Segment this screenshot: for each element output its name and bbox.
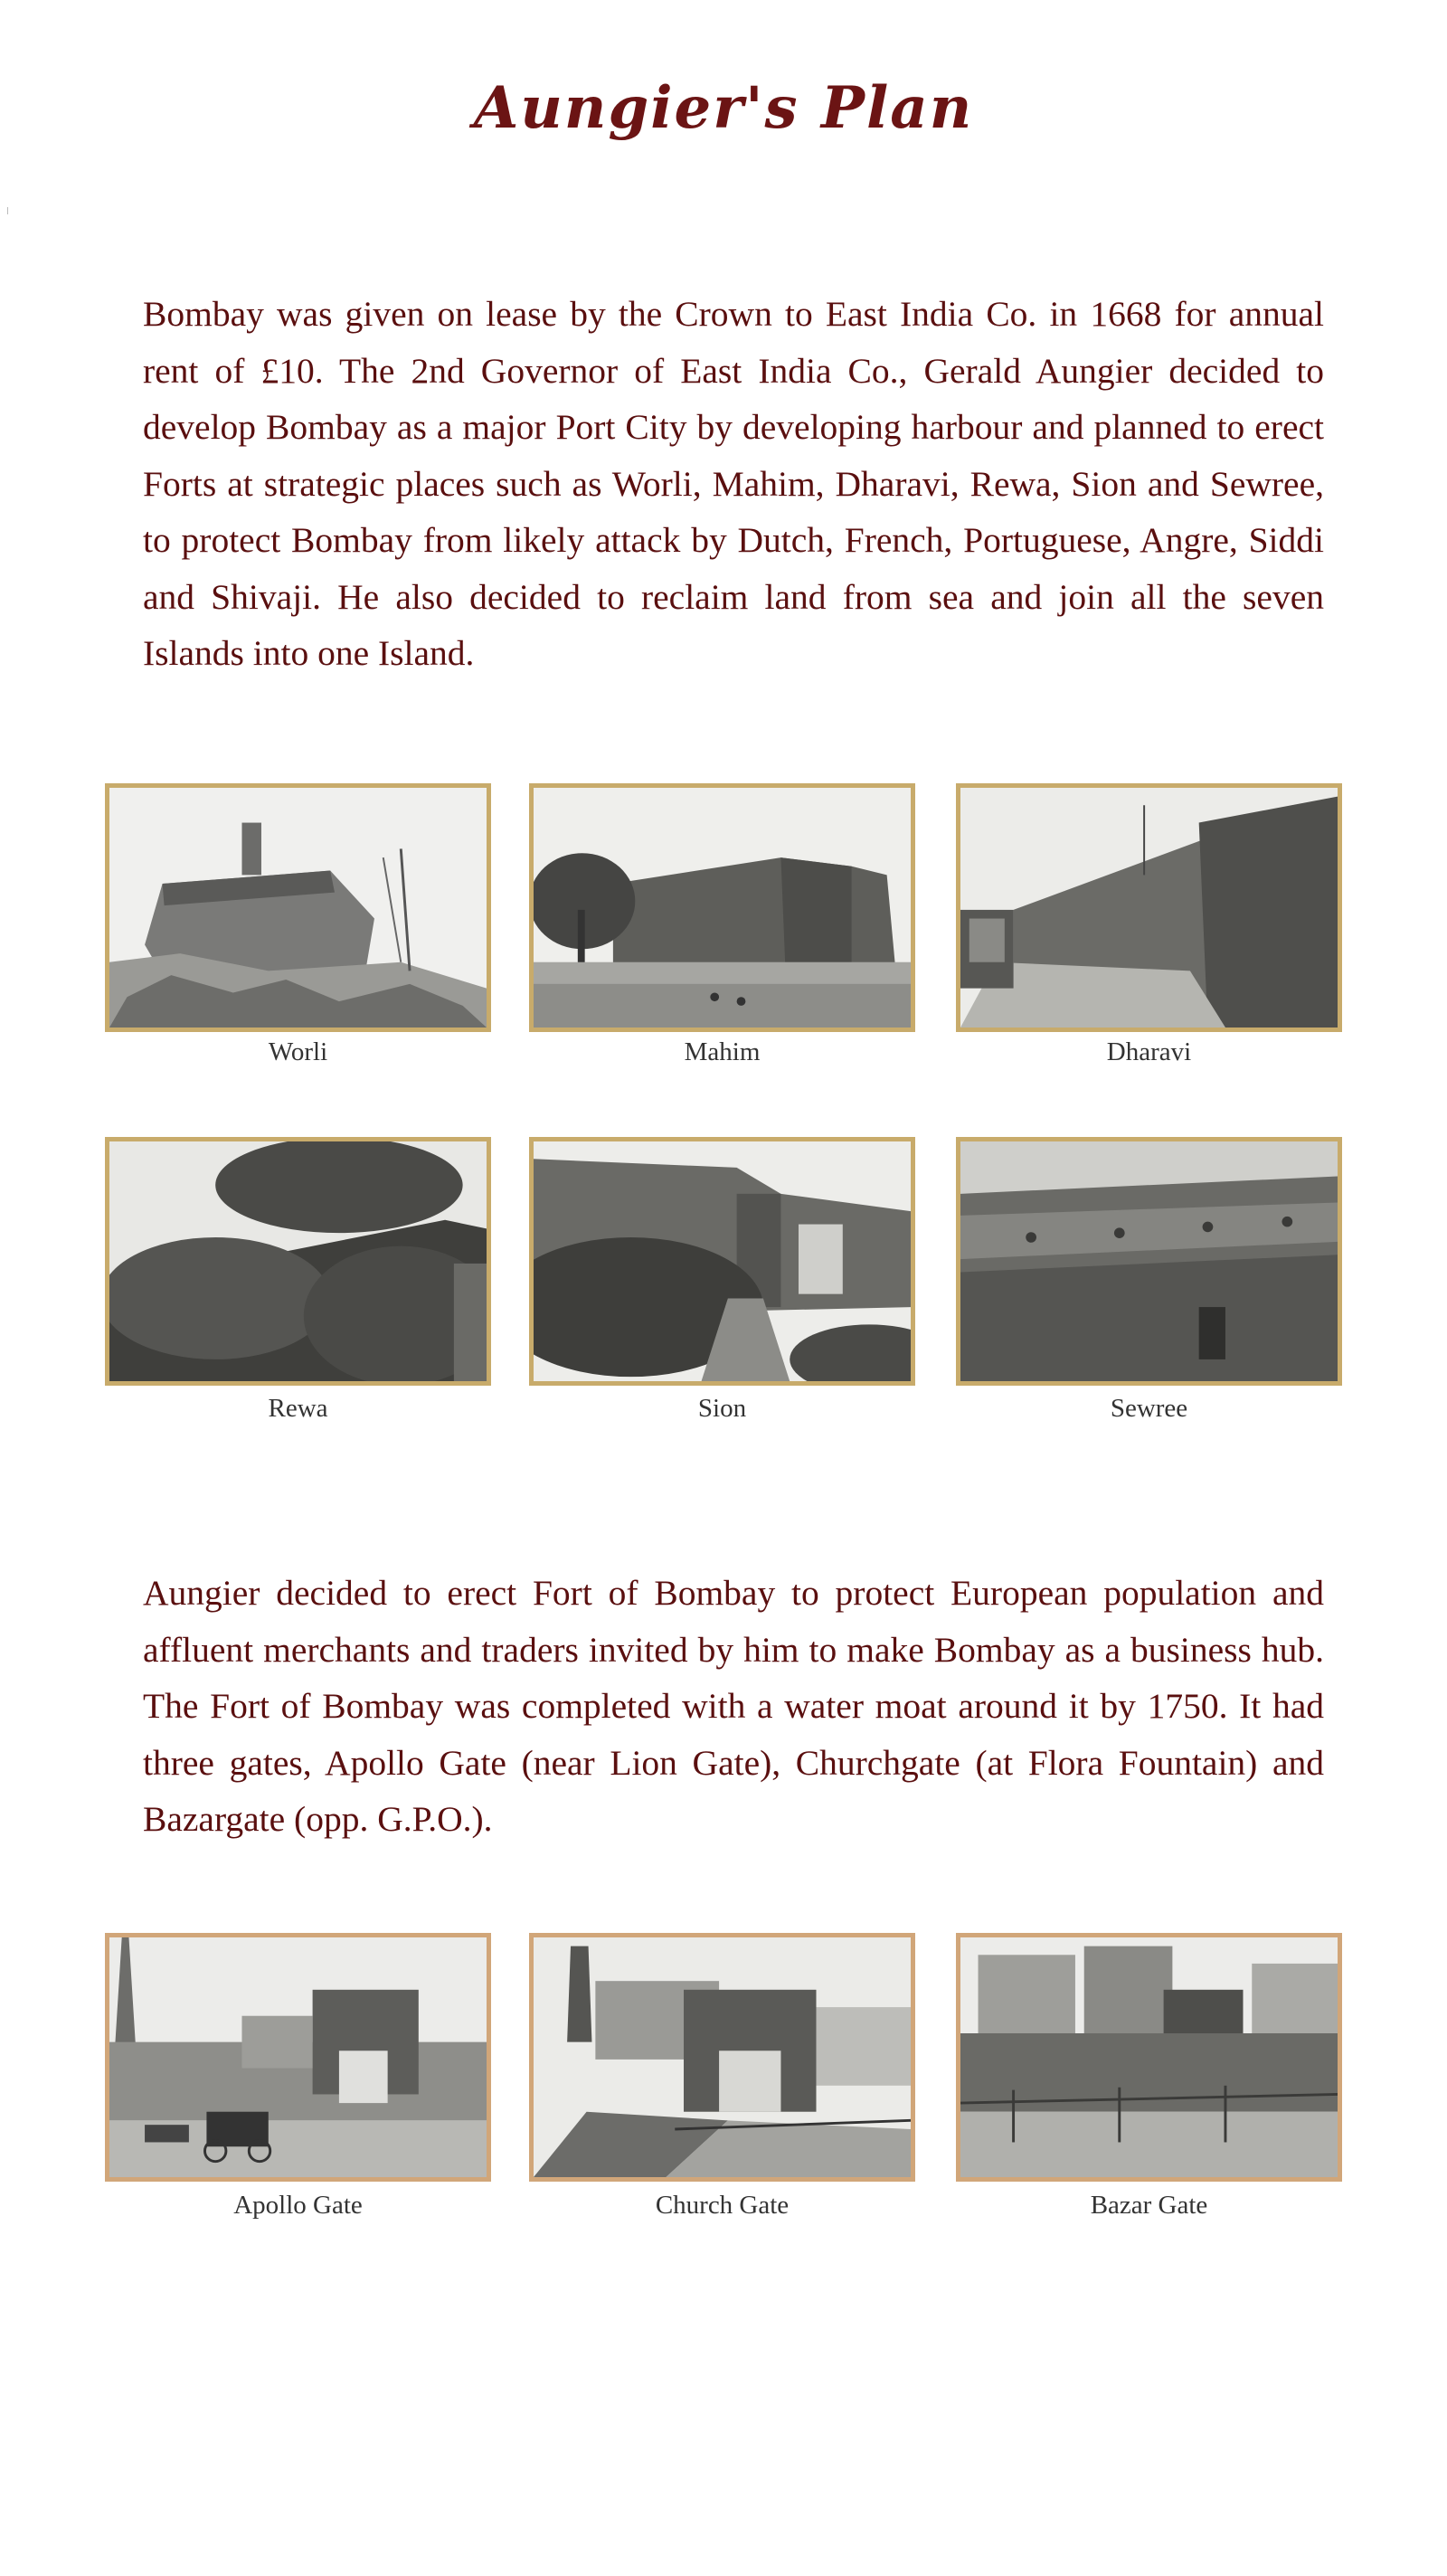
rewa-caption: Rewa bbox=[268, 1394, 328, 1423]
apollo-gate-photo bbox=[105, 1933, 491, 2182]
intro-paragraph: Bombay was given on lease by the Crown to East India Co. in 1668 for annual rent of £10. The 2nd Governor of East India Co., Gerald Aungier decided to develop Bombay as a major Port City by developing harbour and planned to erect Forts at strategic places such as Worli, Mahim, Dharavi, Rewa, Sion and Sewree, to protect Bombay from likely attack by Dutch, French, Portuguese, Angre, Siddi and Shivaji. He also decided to reclaim land from sea and join all the seven Islands into one Island. bbox=[143, 294, 1324, 673]
mahim-fort-photo bbox=[529, 783, 915, 1032]
worli-caption: Worli bbox=[268, 1037, 328, 1066]
church-gate-caption: Church Gate bbox=[655, 2191, 790, 2220]
dharavi-caption: Dharavi bbox=[1106, 1037, 1192, 1066]
sewree-fort-photo bbox=[956, 1137, 1342, 1386]
page-title: Aungier's Plan bbox=[473, 74, 974, 142]
church-gate-photo bbox=[529, 1933, 915, 2182]
dharavi-fort-photo bbox=[956, 783, 1342, 1032]
bazar-gate-photo bbox=[956, 1933, 1342, 2182]
worli-fort-photo bbox=[105, 783, 491, 1032]
mahim-caption: Mahim bbox=[684, 1037, 761, 1066]
sewree-caption: Sewree bbox=[1110, 1394, 1188, 1423]
bazar-gate-caption: Bazar Gate bbox=[1090, 2191, 1208, 2220]
apollo-gate-caption: Apollo Gate bbox=[233, 2191, 363, 2220]
sion-fort-photo bbox=[529, 1137, 915, 1386]
stray-mark bbox=[7, 207, 8, 214]
rewa-fort-photo bbox=[105, 1137, 491, 1386]
sion-caption: Sion bbox=[697, 1394, 747, 1423]
fort-of-bombay-paragraph: Aungier decided to erect Fort of Bombay to protect European population and affluent merchants and traders invited by him to make Bombay as a business hub. The Fort of Bombay was completed with a water moat around it by 1750. It had three gates, Apollo Gate (near Lion Gate), Churchgate (at Flora Fountain) and Bazargate (opp. G.P.O.). bbox=[143, 1573, 1324, 1839]
